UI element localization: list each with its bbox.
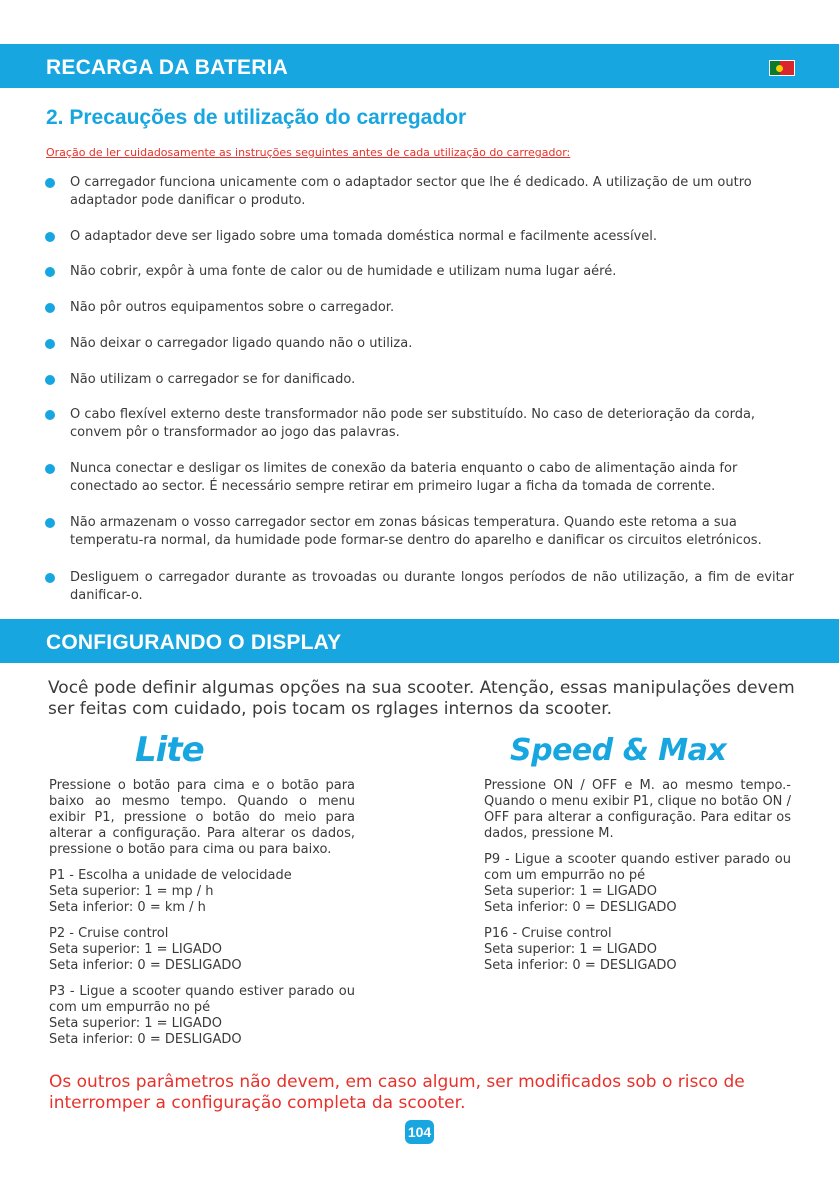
display-title: CONFIGURANDO O DISPLAY [46, 631, 342, 654]
intro-note: Oração de ler cuidadosamente as instruções seguintes antes de cada utilização do carregador: [46, 146, 571, 159]
lite-p2: P2 - Cruise control Seta superior: 1 = LIGADO Seta inferior: 0 = DESLIGADO [49, 926, 242, 973]
lite-logo: Lite [135, 730, 204, 770]
lite-p3: P3 - Ligue a scooter quando estiver parado ou com um empurrão no pé Seta superior: 1 = LIGADO Seta inferior: 0 = DESLIGADO [49, 984, 355, 1047]
header-title: RECARGA DA BATERIA [46, 56, 288, 79]
bullet-icon [45, 339, 55, 349]
bullet-icon [45, 303, 55, 313]
list-item: O carregador funciona unicamente com o adaptador sector que lhe é dedicado. A utilização de um outro adaptador pode danificar o produto. [70, 174, 794, 210]
list-item: Nunca conectar e desligar os limites de conexão da bateria enquanto o cabo de alimentação ainda for conectado ao sector. É necessário sempre retirar em primeiro lugar a ficha da tomada de corrente. [70, 460, 794, 496]
bullet-icon [45, 178, 55, 188]
display-band [0, 619, 839, 663]
list-item: O cabo flexível externo deste transformador não pode ser substituído. No caso de deterioração da corda, convem pôr o transformador ao jogo das palavras. [70, 406, 794, 442]
list-item: Não cobrir, expôr à uma fonte de calor ou de humidade e utilizam numa lugar aéré. [70, 263, 794, 281]
speed-max-logo: Speed & Max [510, 733, 727, 768]
warning-note: Os outros parâmetros não devem, em caso algum, ser modificados sob o risco de interromper a configuração completa da scooter. [49, 1072, 745, 1113]
list-item: Não utilizam o carregador se for danificado. [70, 371, 794, 389]
speed-max-intro: Pressione ON / OFF e M. ao mesmo tempo.- Quando o menu exibir P1, clique no botão ON / OFF para alterar a configuração. Para editar os dados, pressione M. [484, 778, 791, 841]
header-band [0, 44, 839, 88]
bullet-icon [45, 410, 55, 420]
list-item: Não pôr outros equipamentos sobre o carregador. [70, 299, 794, 317]
bullet-icon [45, 464, 55, 474]
display-lead: Você pode definir algumas opções na sua scooter. Atenção, essas manipulações devem ser feitas com cuidado, pois tocam os rglages internos da scooter. [48, 678, 795, 719]
list-item: Não deixar o carregador ligado quando não o utiliza. [70, 335, 794, 353]
speed-max-column [484, 778, 791, 984]
bullet-icon [45, 375, 55, 385]
list-item: O adaptador deve ser ligado sobre uma tomada doméstica normal e facilmente acessível. [70, 228, 794, 246]
speed-max-p9: P9 - Ligue a scooter quando estiver parado ou com um empurrão no pé Seta superior: 1 = LIGADO Seta inferior: 0 = DESLIGADO [484, 852, 791, 915]
lite-column [49, 778, 355, 1058]
portugal-flag-icon [769, 60, 795, 76]
bullet-icon [45, 518, 55, 528]
lite-intro: Pressione o botão para cima e o botão para baixo ao mesmo tempo. Quando o menu exibir P1, pressione o botão do meio para alterar a configuração. Para alterar os dados, pressione o botão para cima ou para baixo. [49, 778, 355, 857]
section-heading: 2. Precauções de utilização do carregador [46, 106, 467, 129]
bullet-icon [45, 573, 55, 583]
list-item: Desliguem o carregador durante as trovoadas ou durante longos períodos de não utilização, a fim de evitar danificar-o. [70, 569, 794, 605]
list-item: Não armazenam o vosso carregador sector em zonas básicas temperatura. Quando este retoma a sua temperatu-ra normal, da humidade pode formar-se dentro do aparelho e danificar os circuitos eletrónicos. [70, 514, 794, 550]
bullet-icon [45, 267, 55, 277]
lite-p1: P1 - Escolha a unidade de velocidade Seta superior: 1 = mp / h Seta inferior: 0 = km / h [49, 868, 292, 915]
speed-max-p16: P16 - Cruise control Seta superior: 1 = LIGADO Seta inferior: 0 = DESLIGADO [484, 926, 677, 973]
page-number: 104 [405, 1120, 434, 1144]
bullet-icon [45, 232, 55, 242]
